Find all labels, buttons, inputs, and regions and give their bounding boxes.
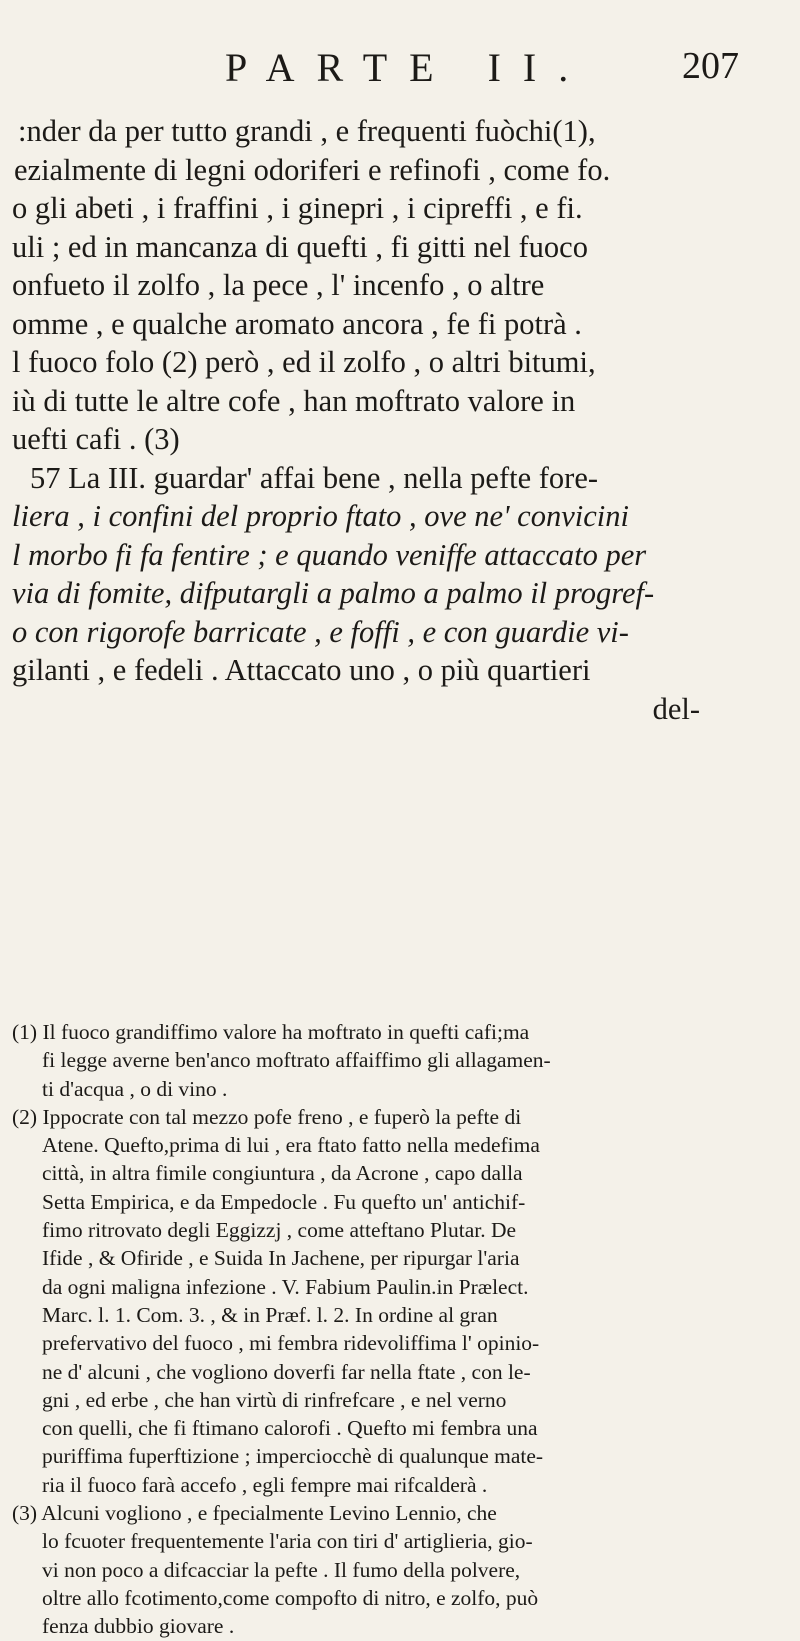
text-line: ezialmente di legni odoriferi e refinofi , come fo. xyxy=(14,152,611,187)
text-line: via di fomite, difputargli a palmo a palmo il progref- xyxy=(12,576,655,610)
footnote-line: Ifide , & Ofiride , e Suida In Jachene, per ripurgar l'aria xyxy=(42,1246,520,1271)
text-line: l morbo fi fa fentire ; e quando veniffe attaccato per xyxy=(12,537,647,572)
catchword: del- xyxy=(652,691,700,726)
section-heading-line: 57 La III. guardar' affai bene , nella pefte fore- xyxy=(30,460,599,495)
footnote-line: gni , ed erbe , che han virtù di rinfrefcare , e nel verno xyxy=(42,1387,507,1412)
footnote-line: (3) Alcuni vogliono , e fpecialmente Levino Lennio, che xyxy=(12,1501,497,1526)
text-line: liera , i confini del proprio ftato , ove ne' convicini xyxy=(12,499,629,533)
text-line: uli ; ed in mancanza di quefti , fi gitti nel fuoco xyxy=(12,229,588,264)
text-line: uefti cafi . (3) xyxy=(12,422,180,456)
page-number: 207 xyxy=(682,45,739,87)
footnote-line: Atene. Quefto,prima di lui , era ftato fatto nella medefima xyxy=(42,1133,540,1158)
text-line: omme , e qualche aromato ancora , fe fi potrà . xyxy=(12,306,582,341)
footnotes xyxy=(0,1018,800,1641)
running-title: PARTE II. xyxy=(225,45,591,90)
text-line: onfueto il zolfo , la pece , l' incenfo , o altre xyxy=(12,268,545,302)
footnote-line: fenza dubbio giovare . xyxy=(42,1614,235,1639)
footnote-line: lo fcuoter frequentemente l'aria con tiri d' artiglieria, gio- xyxy=(42,1529,533,1554)
text-line: o con rigorofe barricate , e foffi , e con guardie vi- xyxy=(12,614,629,649)
footnote-line: vi non poco a difcacciar la pefte . Il fumo della polvere, xyxy=(42,1557,521,1582)
text-line: o gli abeti , i fraffini , i ginepri , i cipreffi , e fi. xyxy=(12,191,583,225)
footnote-line: da ogni maligna infezione . V. Fabium Paulin.in Prælect. xyxy=(42,1274,529,1299)
footnote-line: città, in altra fimile congiuntura , da Acrone , capo dalla xyxy=(42,1161,523,1186)
footnote-line: Marc. l. 1. Com. 3. , & in Præf. l. 2. In ordine al gran xyxy=(42,1302,498,1327)
footnote-line: prefervativo del fuoco , mi fembra ridevoliffima l' opinio- xyxy=(42,1331,540,1356)
page-header xyxy=(0,44,800,94)
footnote-line: (1) Il fuoco grandiffimo valore ha moftrato in quefti cafi;ma xyxy=(12,1020,530,1044)
footnote-line: fi legge averne ben'anco moftrato affaiffimo gli allagamen- xyxy=(42,1048,551,1073)
text-line: l fuoco folo (2) però , ed il zolfo , o altri bitumi, xyxy=(12,345,596,379)
text-line: :nder da per tutto grandi , e frequenti fuòchi(1), xyxy=(18,114,596,148)
footnote-line: ti d'acqua , o di vino . xyxy=(42,1076,228,1101)
footnote-line: con quelli, che fi ftimano calorofi . Quefto mi fembra una xyxy=(42,1416,538,1441)
footnote-line: ne d' alcuni , che vogliono doverfi far nella ftate , con le- xyxy=(42,1359,531,1384)
text-line: gilanti , e fedeli . Attaccato uno , o più quartieri xyxy=(12,653,591,687)
footnote-line: ria il fuoco farà accefo , egli fempre mai rifcalderà . xyxy=(42,1472,488,1497)
footnote-line: Setta Empirica, e da Empedocle . Fu quefto un' antichif- xyxy=(42,1189,526,1214)
main-text xyxy=(0,112,800,728)
footnote-line: puriffima fuperftizione ; imperciocchè di qualunque mate- xyxy=(42,1444,544,1469)
footnote-line: fimo ritrovato degli Eggizzj , come atteftano Plutar. De xyxy=(42,1218,517,1243)
footnote-line: (2) Ippocrate con tal mezzo pofe freno , e fuperò la pefte di xyxy=(12,1104,522,1129)
footnote-line: oltre allo fcotimento,come compofto di nitro, e zolfo, può xyxy=(42,1585,539,1610)
text-line: iù di tutte le altre cofe , han moftrato valore in xyxy=(12,383,576,418)
